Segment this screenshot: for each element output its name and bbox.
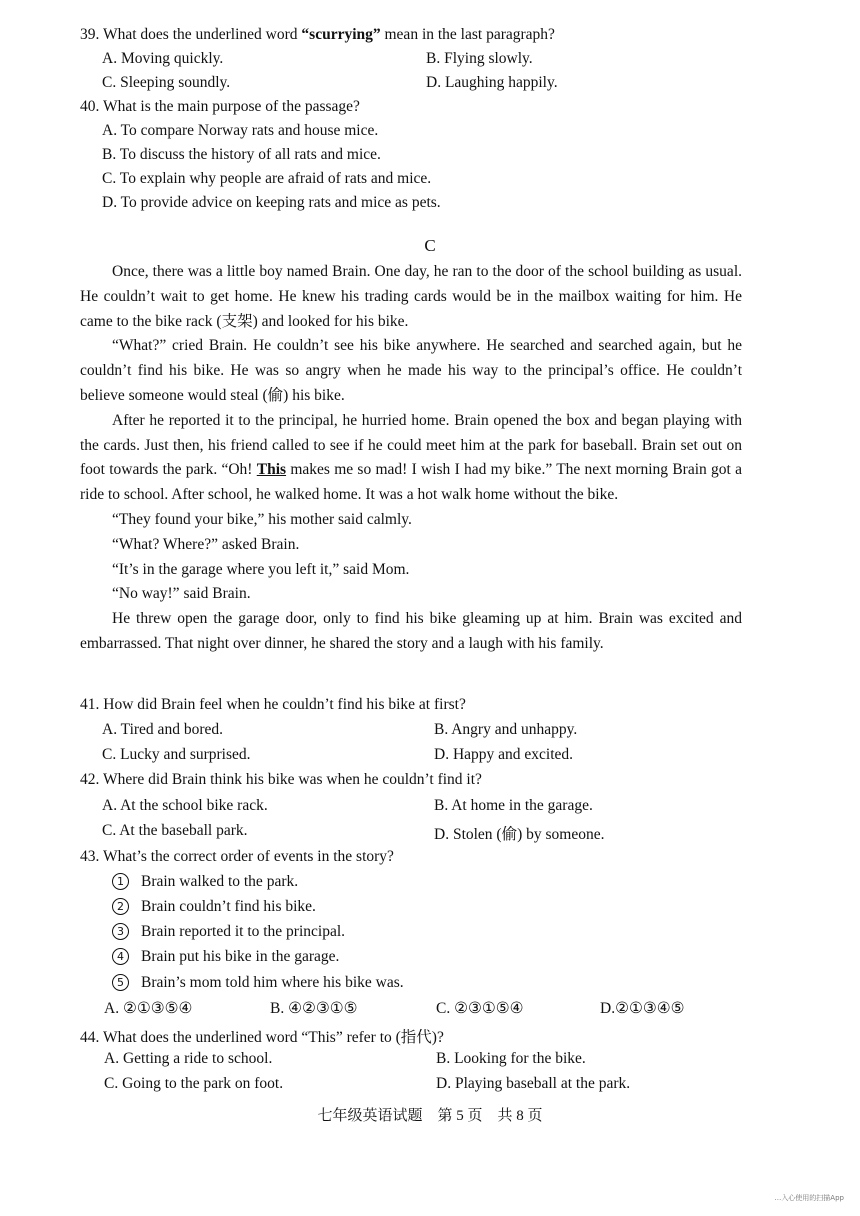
event-number: 1 bbox=[112, 873, 129, 890]
q42-option-c: C. At the baseball park. bbox=[102, 822, 248, 839]
q42-option-a: A. At the school bike rack. bbox=[102, 797, 268, 814]
underlined-word: This bbox=[256, 461, 287, 479]
question-42-stem: 42. Where did Brain think his bike was when he couldn’t find it? bbox=[80, 771, 482, 788]
event-text: Brain put his bike in the garage. bbox=[141, 948, 340, 965]
passage-paragraph: Once, there was a little boy named Brain. One day, he ran to the door of the school building as usual. He couldn’t wait to get home. He knew his trading cards would be in the mailbox waiting for him. He came to the bike rack (支架) and looked for his bike. bbox=[80, 263, 742, 330]
event-item bbox=[112, 948, 339, 966]
event-text: Brain couldn’t find his bike. bbox=[141, 898, 316, 915]
q41-option-a: A. Tired and bored. bbox=[102, 721, 223, 738]
passage-paragraph: “What? Where?” asked Brain. bbox=[112, 535, 300, 553]
q44-option-c: C. Going to the park on foot. bbox=[104, 1075, 284, 1092]
event-text: Brain walked to the park. bbox=[141, 873, 299, 890]
event-number: 3 bbox=[112, 923, 129, 940]
q43-option-b: B. ④②③①⑤ bbox=[270, 1000, 358, 1017]
bold-word: “scurrying” bbox=[301, 26, 381, 43]
q43-option-c: C. ②③①⑤④ bbox=[436, 1000, 524, 1017]
stem-text: 39. What does the underlined word bbox=[80, 26, 302, 43]
event-number: 5 bbox=[112, 974, 129, 991]
event-text: Brain’s mom told him where his bike was. bbox=[141, 974, 404, 991]
q41-option-d: D. Happy and excited. bbox=[434, 746, 574, 763]
question-43-stem: 43. What’s the correct order of events in the story? bbox=[80, 848, 394, 865]
paragraph-text: After he reported it to the principal, he hurried home. Brain opened the box and began playing with the cards. Just then, his friend called to see if he could meet him at the park for baseball. Brain set out on foot towards the park. “Oh! bbox=[80, 411, 742, 479]
passage-paragraph: “They found your bike,” his mother said calmly. bbox=[112, 510, 412, 528]
q42-option-b: B. At home in the garage. bbox=[434, 797, 593, 814]
passage-paragraph: “It’s in the garage where you left it,” said Mom. bbox=[112, 560, 410, 578]
event-text: Brain reported it to the principal. bbox=[141, 923, 346, 940]
event-item bbox=[112, 898, 316, 916]
q44-option-d: D. Playing baseball at the park. bbox=[436, 1075, 631, 1092]
event-item bbox=[112, 974, 404, 992]
q42-option-d: D. Stolen (偷) by someone. bbox=[434, 826, 605, 843]
q39-option-b: B. Flying slowly. bbox=[426, 50, 533, 67]
scanner-watermark: …入心使用的扫描App bbox=[774, 1194, 844, 1202]
passage-paragraph bbox=[80, 409, 742, 508]
passage-paragraph: “What?” cried Brain. He couldn’t see his bike anywhere. He searched and searched again, but he couldn’t find his bike. He was so angry when he made his way to the principal’s office. He couldn’t believe someone would steal (偷) his bike. bbox=[80, 337, 742, 404]
stem-text: mean in the last paragraph? bbox=[380, 26, 555, 43]
question-39-stem bbox=[80, 26, 555, 44]
question-44-stem: 44. What does the underlined word “This” refer to (指代)? bbox=[80, 1029, 444, 1046]
q39-option-a: A. Moving quickly. bbox=[102, 50, 224, 67]
event-item bbox=[112, 923, 345, 941]
q43-option-a: A. ②①③⑤④ bbox=[104, 1000, 193, 1017]
paragraph-text: makes me so mad! I wish I had my bike.” The next morning Brain got a ride to school. After school, he walked home. It was a hot walk home without the bike. bbox=[80, 461, 742, 504]
passage-paragraph: He threw open the garage door, only to find his bike gleaming up at him. Brain was excited and embarrassed. That night over dinner, he shared the story and a laugh with his family. bbox=[80, 610, 742, 652]
q44-option-b: B. Looking for the bike. bbox=[436, 1050, 586, 1067]
passage-paragraph: “No way!” said Brain. bbox=[112, 585, 251, 603]
q40-option-c: C. To explain why people are afraid of rats and mice. bbox=[102, 170, 432, 187]
event-number: 4 bbox=[112, 948, 129, 965]
q40-option-a: A. To compare Norway rats and house mice. bbox=[102, 122, 379, 139]
question-41-stem: 41. How did Brain feel when he couldn’t find his bike at first? bbox=[80, 696, 466, 713]
event-number: 2 bbox=[112, 898, 129, 915]
q43-option-d: D.②①③④⑤ bbox=[600, 1000, 685, 1017]
q39-option-d: D. Laughing happily. bbox=[426, 74, 558, 91]
q41-option-c: C. Lucky and surprised. bbox=[102, 746, 251, 763]
q40-option-b: B. To discuss the history of all rats and mice. bbox=[102, 146, 381, 163]
q44-option-a: A. Getting a ride to school. bbox=[104, 1050, 273, 1067]
section-heading: C bbox=[424, 236, 436, 255]
q39-option-c: C. Sleeping soundly. bbox=[102, 74, 231, 91]
event-item bbox=[112, 873, 298, 891]
page-footer: 七年级英语试题 第 5 页 共 8 页 bbox=[317, 1108, 543, 1124]
reading-passage bbox=[80, 260, 742, 657]
q40-option-d: D. To provide advice on keeping rats and mice as pets. bbox=[102, 194, 441, 211]
q41-option-b: B. Angry and unhappy. bbox=[434, 721, 578, 738]
question-40-stem: 40. What is the main purpose of the passage? bbox=[80, 98, 360, 115]
